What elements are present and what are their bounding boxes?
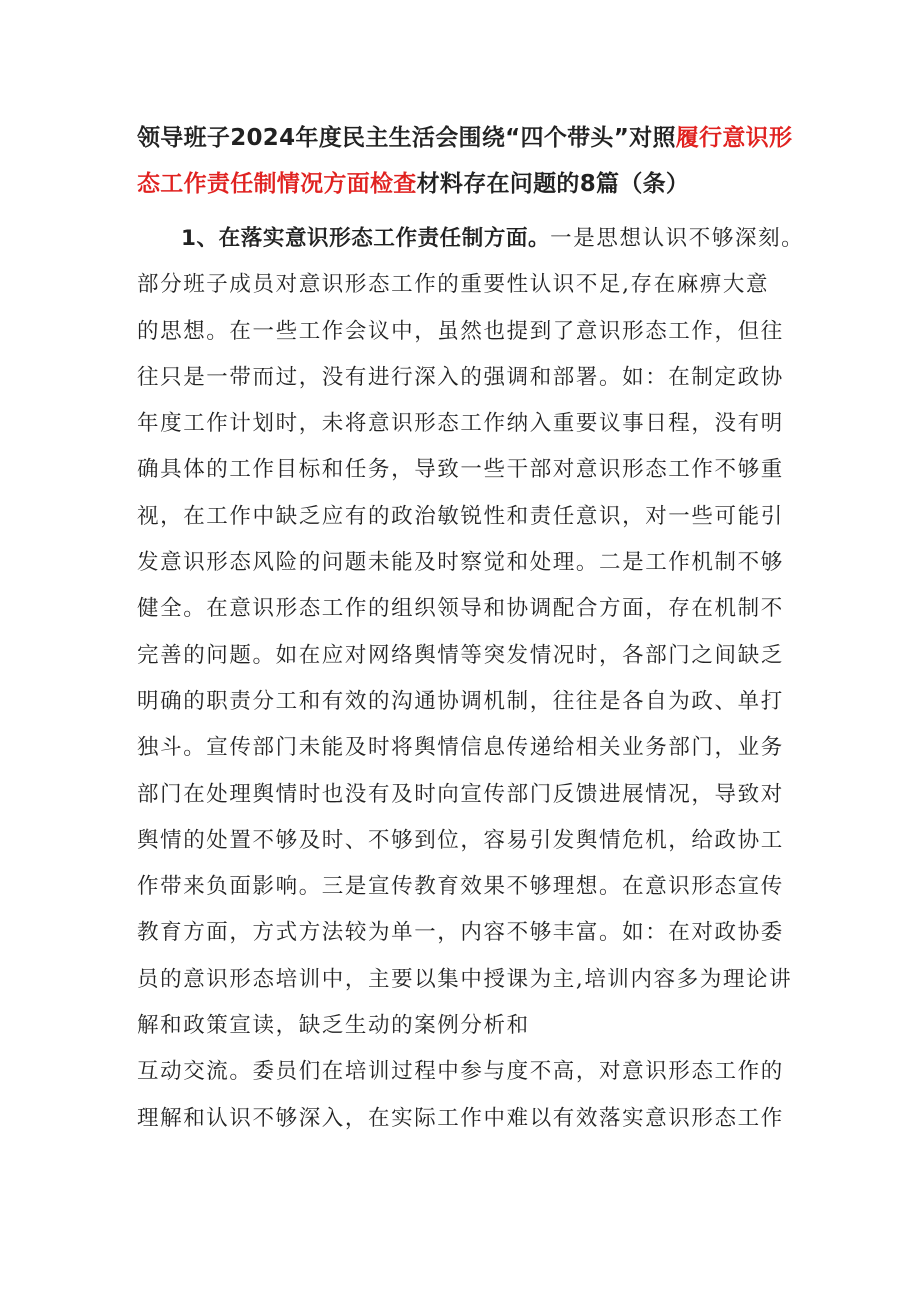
- paragraph-line: 部分班子成员对意识形态工作的重要性认识不足,存在麻痹大意: [137, 272, 770, 298]
- paragraph-line: 解和政策宣读，缺乏生动的案例分析和: [137, 1013, 530, 1039]
- document-title: [137, 115, 797, 207]
- paragraph-line: 确具体的工作目标和任务，导致一些干部对意识形态工作不够重: [137, 457, 784, 483]
- paragraph-line: 互动交流。委员们在培训过程中参与度不高，对意识形态工作的: [137, 1059, 784, 1085]
- paragraph-line: 往只是一带而过，没有进行深入的强调和部署。如：在制定政协: [137, 364, 784, 390]
- paragraph-line: 舆情的处置不够及时、不够到位，容易引发舆情危机，给政协工: [137, 827, 784, 853]
- paragraph-line: 健全。在意识形态工作的组织领导和协调配合方面，存在机制不: [137, 596, 784, 622]
- title-highlight-part1: 履行意识形: [675, 125, 793, 151]
- paragraph-line: 的思想。在一些工作会议中，虽然也提到了意识形态工作，但往: [137, 318, 784, 344]
- title-text-part1: 领导班子2024年度民主生活会围绕“四个带头”对照: [137, 125, 676, 151]
- document-body: [137, 216, 805, 1142]
- paragraph-line: 完善的问题。如在应对网络舆情等突发情况时，各部门之间缺乏: [137, 642, 784, 668]
- paragraph-line: 作带来负面影响。三是宣传教育效果不够理想。在意识形态宣传: [137, 874, 784, 900]
- title-highlight-part2: 态工作责任制情况方面检查: [137, 171, 417, 197]
- paragraph-line: 视，在工作中缺乏应有的政治敏锐性和责任意识，对一些可能引: [137, 503, 784, 529]
- paragraph-line: 年度工作计划时，未将意识形态工作纳入重要议事日程，没有明: [137, 411, 784, 437]
- paragraph-line: 发意识形态风险的问题未能及时察觉和处理。二是工作机制不够: [137, 550, 784, 576]
- paragraph-line: 独斗。宣传部门未能及时将舆情信息传递给相关业务部门，业务: [137, 735, 784, 761]
- title-text-part2: 材料存在问题的8篇（条）: [416, 171, 690, 197]
- paragraph-line: 理解和认识不够深入，在实际工作中难以有效落实意识形态工作: [137, 1105, 784, 1131]
- paragraph-lead-heading: 1、在落实意识形态工作责任制方面。: [181, 226, 551, 251]
- paragraph-line: 员的意识形态培训中，主要以集中授课为主,培训内容多为理论讲: [137, 966, 793, 992]
- paragraph-line: 明确的职责分工和有效的沟通协调机制，往往是各自为政、单打: [137, 688, 784, 714]
- paragraph-line: 教育方面，方式方法较为单一，内容不够丰富。如：在对政协委: [137, 920, 784, 946]
- paragraph-line: 部门在处理舆情时也没有及时向宣传部门反馈进展情况，导致对: [137, 781, 784, 807]
- paragraph-line-text: 一是思想认识不够深刻。: [550, 226, 805, 251]
- paragraph-line: [137, 216, 805, 262]
